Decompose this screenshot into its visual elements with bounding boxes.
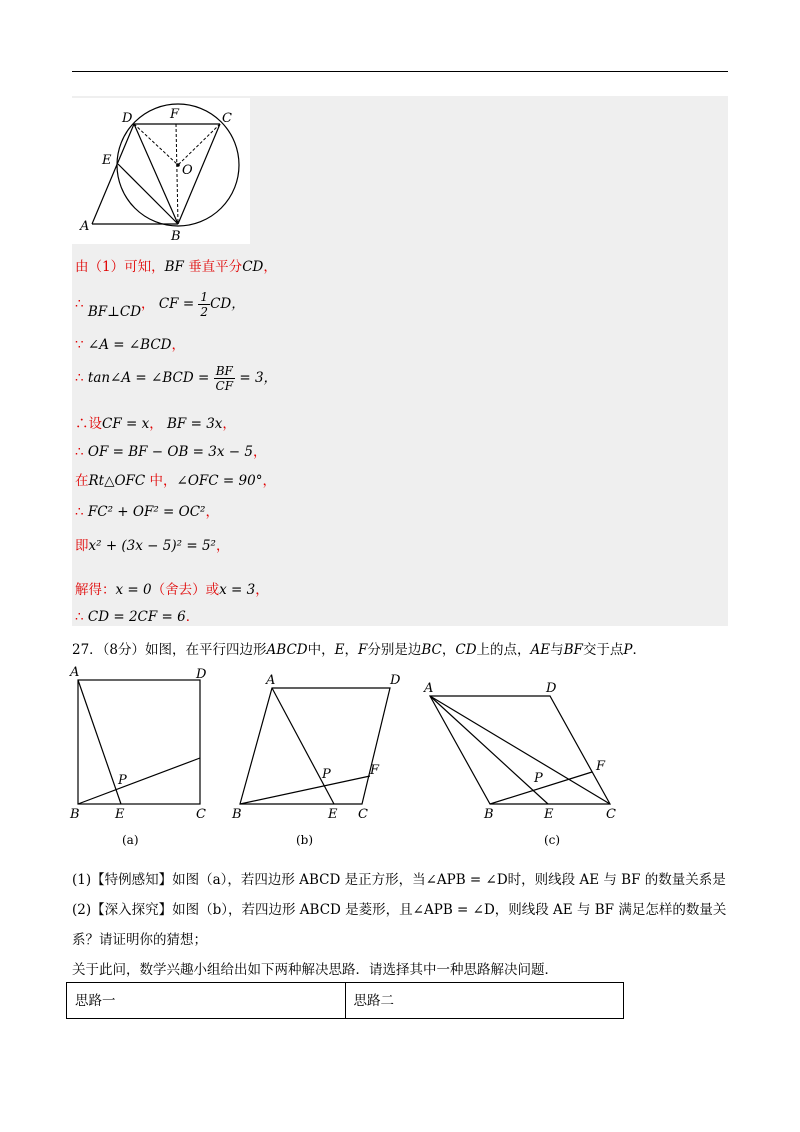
approach-1-header: 思路一 — [75, 993, 116, 1009]
segment-co — [178, 124, 220, 165]
svg-text:A: A — [70, 665, 80, 680]
square-abcd — [78, 680, 200, 804]
svg-text:D: D — [390, 673, 401, 688]
svg-text:C: C — [358, 807, 368, 822]
caption-a: (a) — [122, 833, 139, 847]
svg-text:A: A — [266, 673, 276, 688]
svg-text:D: D — [196, 667, 207, 682]
solution-line-2: ∴ BF⊥CD， CF = $\frac{1}{2}$ CD， — [75, 290, 245, 320]
label-f: F — [170, 107, 180, 122]
caption-c: (c) — [544, 833, 561, 847]
segment-bf-a — [78, 758, 200, 804]
solution-line-1: 由（1）可知，BF 垂直平分CD， — [75, 259, 277, 275]
rhombus-abcd — [240, 688, 390, 804]
solution-line-11: ∴ CD = 2CF = 6． — [75, 609, 200, 625]
solution-line-7: 在Rt△OFC 中，∠OFC = 90°， — [75, 473, 276, 489]
solution-line-10: 解得：x = 0（舍去）或x = 3， — [75, 582, 269, 598]
question-27-figures — [60, 660, 740, 850]
svg-text:P: P — [534, 771, 543, 786]
part-1-text: (1)【特例感知】如图（a），若四边形 ABCD 是正方形，当∠APB = ∠D时，则线段 AE 与 BF 的数量关系是 — [72, 872, 726, 888]
segment-fb — [176, 124, 178, 224]
label-d: D — [122, 111, 133, 126]
svg-text:E: E — [544, 807, 554, 822]
fraction-half: $\frac{1}{2}$ — [200, 290, 209, 319]
svg-text:E: E — [115, 807, 125, 822]
question-27-stem: 27．（8分）如图，在平行四边形ABCD中，E，F分别是边BC，CD上的点，AE与BF交于点P． — [72, 642, 647, 658]
label-b: B — [171, 229, 181, 244]
header-rule — [72, 71, 728, 72]
svg-text:P: P — [322, 767, 331, 782]
solution-line-4: ∴ tan∠A = ∠BCD = $\frac{BF}{CF}$ = 3， — [75, 364, 278, 393]
label-c: C — [222, 111, 232, 126]
approach-2-header: 思路二 — [345, 983, 624, 1018]
label-a: A — [80, 219, 90, 234]
center-point — [176, 163, 180, 167]
svg-text:C: C — [606, 807, 616, 822]
svg-text:P: P — [118, 773, 127, 788]
fraction-bf-cf: $\frac{BF}{CF}$ — [215, 364, 234, 393]
approach-intro: 关于此问，数学兴趣小组给出如下两种解决思路．请选择其中一种思路解决问题． — [72, 962, 558, 978]
svg-text:B: B — [232, 807, 242, 822]
segment-ac-c — [430, 696, 610, 804]
svg-text:F: F — [370, 763, 380, 778]
solution-line-5: ∴设CF = x， BF = 3x， — [75, 416, 236, 432]
approach-table — [66, 982, 624, 1019]
segment-bf-b — [240, 776, 370, 804]
solution-line-9: 即x² + (3x − 5)² = 5²， — [75, 538, 230, 554]
segment-ae-b — [272, 688, 334, 804]
svg-text:B: B — [484, 807, 494, 822]
svg-text:A: A — [424, 681, 434, 696]
svg-text:F: F — [596, 759, 606, 774]
svg-text:D: D — [546, 681, 557, 696]
svg-text:E: E — [328, 807, 338, 822]
svg-text:C: C — [196, 807, 206, 822]
solution-line-6: ∴ OF = BF − OB = 3x − 5， — [75, 444, 267, 460]
circle-figure — [72, 98, 250, 244]
segment-ae-a — [78, 680, 121, 804]
part-2-text-a: (2)【深入探究】如图（b），若四边形 ABCD 是菱形，且∠APB = ∠D，则线段 AE 与 BF 满足怎样的数量关 — [72, 902, 727, 918]
label-o: O — [182, 163, 193, 178]
segment-ae-c — [430, 696, 548, 804]
segment-eb — [118, 164, 178, 224]
solution-line-3: ∵ ∠A = ∠BCD， — [75, 337, 185, 353]
segment-db — [134, 124, 178, 224]
solution-line-8: ∴ FC² + OF² = OC²， — [75, 504, 219, 520]
part-2-text-b: 系？请证明你的猜想； — [72, 932, 207, 948]
label-e: E — [102, 153, 112, 168]
segment-do — [134, 124, 178, 165]
caption-b: (b) — [296, 833, 314, 847]
svg-text:B: B — [70, 807, 80, 822]
